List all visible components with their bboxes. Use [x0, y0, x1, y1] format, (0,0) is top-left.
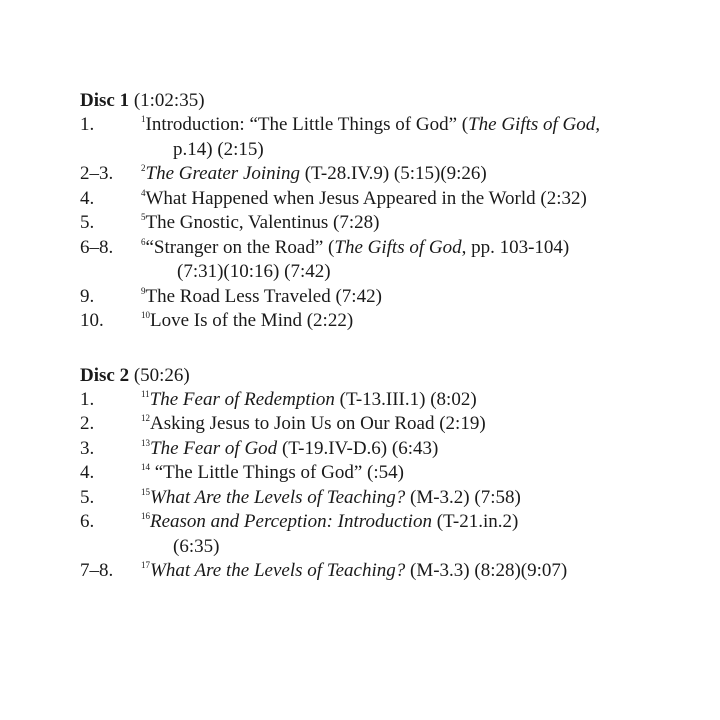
- track-number: 4.: [80, 462, 95, 483]
- title-segment: The Gnostic, Valentinus (7:28): [145, 212, 380, 233]
- disc-header: [80, 89, 690, 113]
- disc-header: [80, 364, 690, 388]
- track-number: 10.: [80, 310, 104, 331]
- track-title: [141, 510, 690, 535]
- title-segment: (T-19.IV-D.6) (6:43): [277, 437, 439, 459]
- track-row: [80, 437, 690, 462]
- track-title: [141, 236, 690, 261]
- footnote-marker: 1: [141, 114, 146, 124]
- track-number: 2.: [80, 413, 95, 434]
- track-row: [80, 486, 690, 511]
- track-row: [80, 510, 690, 559]
- title-segment: The Greater Joining: [145, 163, 300, 184]
- track-title: [141, 285, 690, 310]
- track-title: [141, 559, 690, 584]
- footnote-marker: 5: [141, 212, 146, 222]
- title-segment: (M-3.3) (8:28)(9:07): [405, 560, 568, 581]
- title-segment: The Fear of God: [150, 437, 278, 459]
- footnote-marker: 2: [141, 163, 146, 173]
- footnote-marker: 16: [141, 511, 150, 521]
- title-segment: , pp. 103-104): [461, 236, 570, 258]
- disc-section: [80, 364, 690, 584]
- track-title: [141, 211, 690, 236]
- track-title: [141, 437, 690, 462]
- footnote-marker: 6: [141, 236, 146, 247]
- title-segment: p.14) (2:15): [173, 138, 264, 160]
- track-title-continuation: [173, 138, 690, 163]
- footnote-marker: 10: [141, 310, 150, 320]
- title-segment: (7:31)(10:16) (7:42): [177, 261, 331, 282]
- track-row: [80, 285, 690, 310]
- track-number: 3.: [80, 437, 95, 459]
- track-row: [80, 211, 690, 236]
- title-segment: Introduction: “The Little Things of God” (: [145, 114, 469, 135]
- track-number: 1.: [80, 388, 95, 410]
- disc-section: [80, 89, 690, 334]
- footnote-marker: 13: [141, 437, 150, 448]
- track-number: 5.: [80, 486, 95, 508]
- track-title: [141, 461, 690, 486]
- footnote-marker: 15: [141, 486, 150, 497]
- title-segment: What Happened when Jesus Appeared in the World (2:32): [145, 187, 587, 209]
- disc-duration: (50:26): [133, 364, 190, 386]
- track-listing: [80, 89, 690, 614]
- footnote-marker: 9: [141, 285, 146, 296]
- title-segment: The Gifts of God,: [468, 114, 601, 135]
- track-title: [141, 162, 690, 187]
- track-row: [80, 412, 690, 437]
- track-row: [80, 309, 690, 334]
- title-segment: What Are the Levels of Teaching?: [150, 486, 406, 508]
- track-row: [80, 236, 690, 285]
- title-segment: The Road Less Traveled (7:42): [145, 285, 382, 307]
- track-number: 2–3.: [80, 163, 114, 184]
- track-list: [80, 388, 690, 584]
- title-segment: (M-3.2) (7:58): [405, 486, 521, 508]
- footnote-marker: 17: [141, 560, 150, 570]
- title-segment: Reason and Perception: Introduction: [150, 511, 432, 532]
- title-segment: Love Is of the Mind (2:22): [150, 310, 354, 331]
- track-row: [80, 388, 690, 413]
- track-number: 6–8.: [80, 236, 114, 258]
- track-number: 4.: [80, 187, 95, 209]
- footnote-marker: 12: [141, 413, 150, 423]
- footnote-marker: 14: [141, 462, 150, 472]
- track-row: [80, 187, 690, 212]
- track-row: [80, 162, 690, 187]
- track-title-continuation: [177, 260, 690, 285]
- title-segment: (T-21.in.2): [431, 511, 519, 532]
- title-segment: Asking Jesus to Join Us on Our Road (2:19): [150, 413, 486, 434]
- track-row: [80, 113, 690, 162]
- disc-title: Disc 1: [80, 90, 130, 111]
- title-segment: (6:35): [173, 535, 220, 557]
- track-number: 6.: [80, 511, 95, 532]
- footnote-marker: 11: [141, 388, 150, 399]
- disc-title: Disc 2: [80, 364, 130, 386]
- title-segment: (T-28.IV.9) (5:15)(9:26): [299, 163, 487, 184]
- track-row: [80, 461, 690, 486]
- track-row: [80, 559, 690, 584]
- title-segment: The Gifts of God: [334, 236, 462, 258]
- track-title: [141, 412, 690, 437]
- footnote-marker: 4: [141, 187, 146, 198]
- track-title: [141, 388, 690, 413]
- track-title: [141, 113, 690, 138]
- track-title: [141, 309, 690, 334]
- track-number: 1.: [80, 114, 95, 135]
- track-number: 9.: [80, 285, 95, 307]
- title-segment: What Are the Levels of Teaching?: [150, 560, 406, 581]
- track-title: [141, 187, 690, 212]
- title-segment: “Stranger on the Road” (: [145, 236, 335, 258]
- title-segment: “The Little Things of God” (:54): [150, 462, 404, 483]
- track-number: 7–8.: [80, 560, 114, 581]
- track-title: [141, 486, 690, 511]
- track-list: [80, 113, 690, 334]
- title-segment: The Fear of Redemption: [149, 388, 335, 410]
- disc-duration: (1:02:35): [133, 90, 205, 111]
- track-title-continuation: [173, 535, 690, 560]
- track-number: 5.: [80, 212, 95, 233]
- title-segment: (T-13.III.1) (8:02): [334, 388, 477, 410]
